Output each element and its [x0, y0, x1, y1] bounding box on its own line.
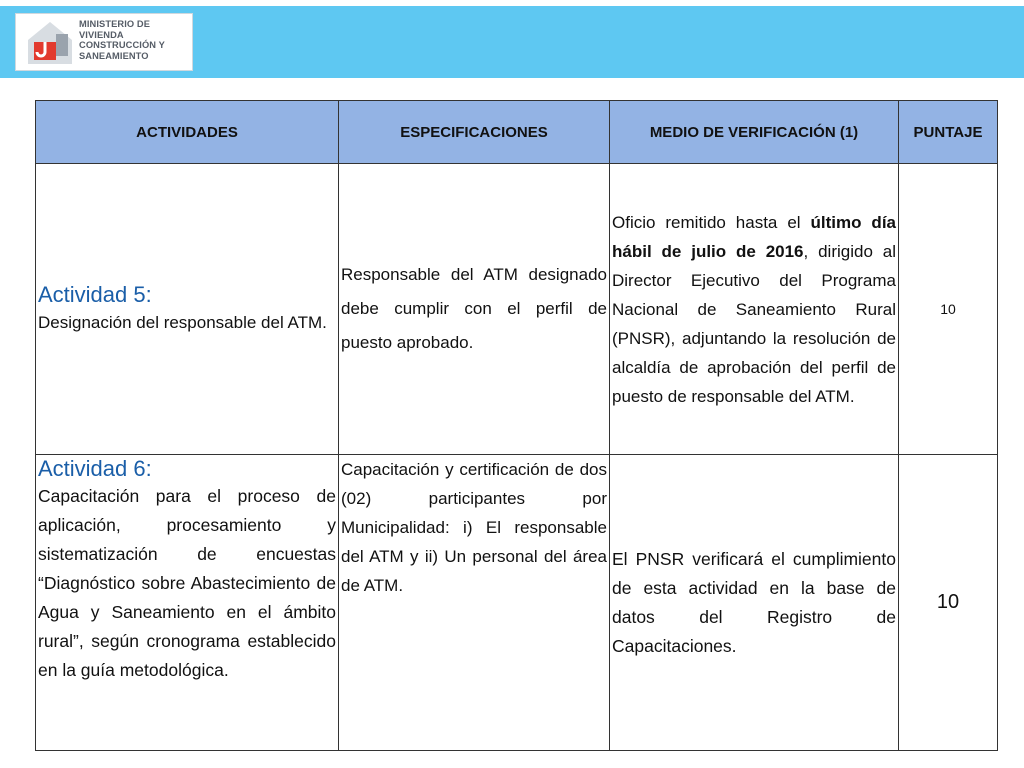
- activity-cell: [36, 455, 339, 751]
- verification-cell: [610, 455, 899, 751]
- logo-line-1: MINISTERIO DE: [79, 19, 151, 29]
- activity-title: Actividad 6:: [38, 456, 152, 481]
- specification-cell: [339, 164, 610, 455]
- specification-cell: [339, 455, 610, 751]
- header-banner: [0, 6, 1024, 78]
- verification-text: [612, 208, 896, 411]
- logo-text: [79, 19, 191, 61]
- specification-text: Capacitación y certificación de dos (02) participantes por Municipalidad: i) El responsable del ATM y ii) Un personal del área de ATM.: [341, 460, 607, 595]
- activities-table: [35, 100, 998, 751]
- activity-cell: [36, 164, 339, 455]
- header-actividades: ACTIVIDADES: [36, 101, 339, 164]
- verification-text: El PNSR verificará el cumplimiento de esta actividad en la base de datos del Registro de Capacitaciones.: [612, 548, 896, 656]
- verification-deadline: último día hábil de julio de 2016: [612, 212, 896, 261]
- header-puntaje: PUNTAJE: [899, 101, 998, 164]
- verification-text-end: , dirigido al Director Ejecutivo del Programa Nacional de Saneamiento Rural (PNSR), adjuntando la resolución de alcaldía de aprobación del perfil de puesto de responsable del ATM.: [612, 241, 897, 406]
- score-cell: 10: [899, 164, 998, 455]
- table-header-row: [36, 101, 998, 164]
- ministry-logo: [15, 13, 193, 71]
- activity-description: Designación del responsable del ATM.: [38, 313, 327, 332]
- table-row: [36, 164, 998, 455]
- verification-cell: [610, 164, 899, 455]
- header-especificaciones: ESPECIFICACIONES: [339, 101, 610, 164]
- house-logo-icon: [26, 20, 74, 64]
- score-cell: 10: [899, 455, 998, 751]
- logo-line-2: VIVIENDA: [79, 29, 124, 40]
- activity-title: Actividad 5:: [38, 282, 152, 307]
- logo-line-3: CONSTRUCCIÓN Y: [79, 40, 165, 50]
- logo-line-4: SANEAMIENTO: [79, 50, 149, 61]
- header-medio-verificacion: MEDIO DE VERIFICACIÓN (1): [610, 101, 899, 164]
- activity-description: Capacitación para el proceso de aplicación, procesamiento y sistematización de encuestas “Diagnóstico sobre Abastecimiento de Agua y Saneamiento en el ámbito rural”, según cronograma establecido en la guía metodológica.: [38, 486, 336, 680]
- specification-text: Responsable del ATM designado debe cumplir con el perfil de puesto aprobado.: [341, 265, 607, 352]
- verification-text-start: Oficio remitido hasta el: [612, 212, 811, 232]
- table-row: [36, 455, 998, 751]
